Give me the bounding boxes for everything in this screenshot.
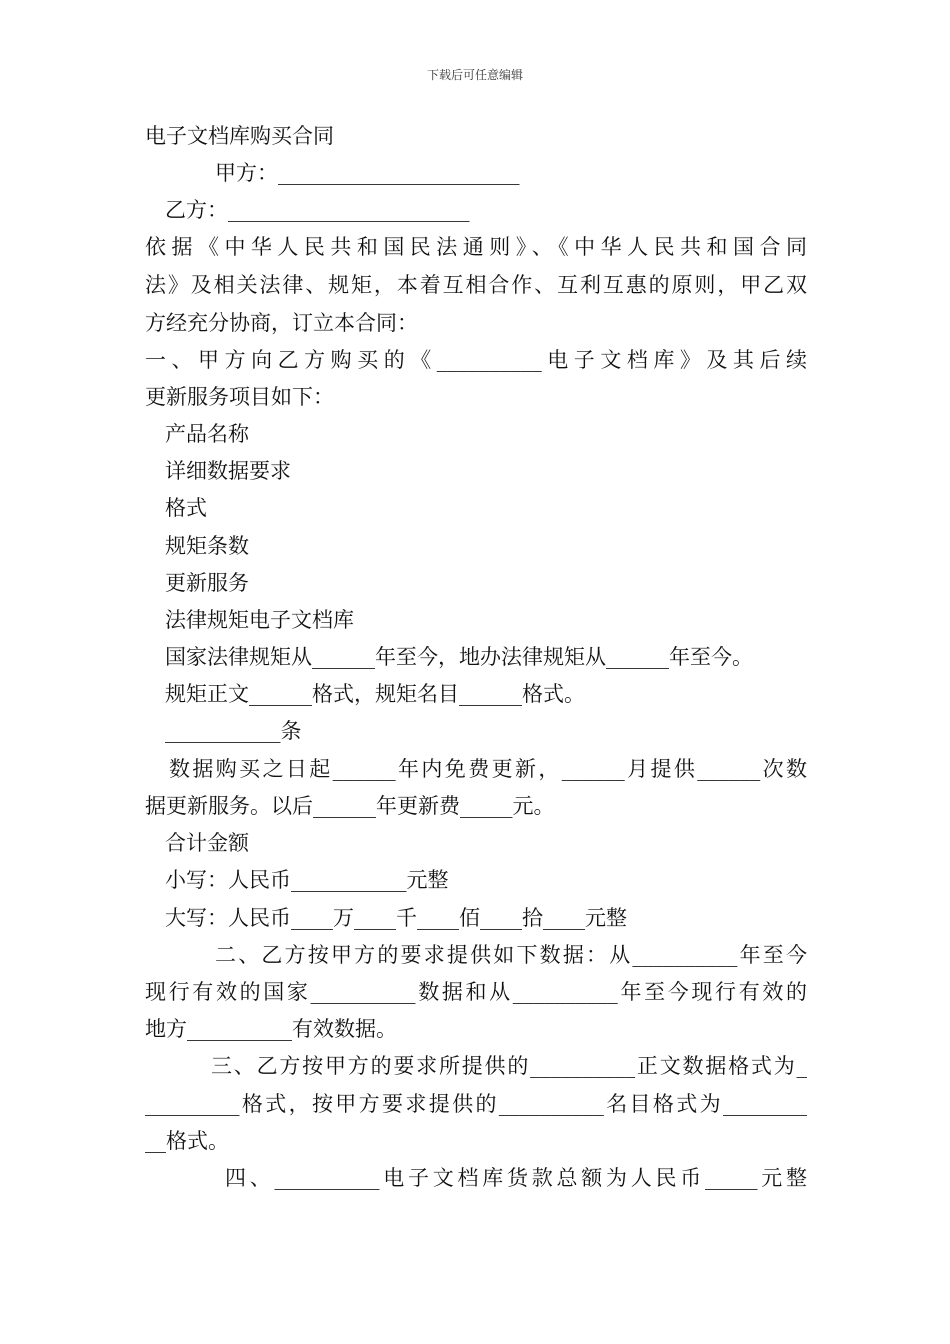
clause-3-line-1: 三、乙方按甲方的要求所提供的__________正文数据格式为_ <box>211 1054 807 1078</box>
total-label: 合计金额 <box>165 831 249 855</box>
preamble-line-1: 依据《中华人民共和国民法通则》、《中华人民共和国合同 <box>145 235 807 259</box>
party-b-line: 乙方：_______________________ <box>165 198 470 222</box>
clause-1-line-1: 一、甲方向乙方购买的《__________电子文档库》及其后续 <box>145 348 807 372</box>
clause-3-line-2: _________格式，按甲方要求提供的__________名目格式为________ <box>145 1092 807 1116</box>
list-item: 产品名称 <box>165 422 249 446</box>
list-item: ___________条 <box>165 719 302 743</box>
page-header: 下载后可任意编辑 <box>426 68 523 82</box>
clause-3-line-3: __格式。 <box>145 1129 229 1153</box>
preamble-line-2: 法》及相关法律、规矩，本着互相合作、互利互惠的原则，甲乙双 <box>145 273 807 297</box>
list-item: 规矩条数 <box>165 534 249 558</box>
clause-2-line-1: 二、乙方按甲方的要求提供如下数据：从__________年至今 <box>215 943 807 967</box>
update-line-1: 数据购买之日起______年内免费更新，______月提供______次数 <box>169 757 807 781</box>
list-item: 国家法律规矩从______年至今，地办法律规矩从______年至今。 <box>165 645 753 669</box>
preamble-line-3: 方经充分协商，订立本合同： <box>145 311 418 335</box>
list-item: 格式 <box>165 496 207 520</box>
total-capital: 大写：人民币____万____千____佰____拾____元整 <box>165 906 627 930</box>
clause-2-line-2: 现行有效的国家__________数据和从__________年至今现行有效的 <box>145 980 807 1004</box>
party-a-line: 甲方：_______________________ <box>215 161 520 185</box>
list-item: 详细数据要求 <box>165 459 291 483</box>
list-item: 更新服务 <box>165 571 249 595</box>
list-item: 法律规矩电子文档库 <box>165 608 354 632</box>
total-small: 小写：人民币___________元整 <box>165 868 449 892</box>
list-item: 规矩正文______格式，规矩名目______格式。 <box>165 682 585 706</box>
clause-4-line-1: 四、__________电子文档库货款总额为人民币_____元整 <box>225 1166 807 1190</box>
contract-title: 电子文档库购买合同 <box>145 124 334 148</box>
clause-2-line-3: 地方__________有效数据。 <box>145 1017 397 1041</box>
clause-1-line-2: 更新服务项目如下： <box>145 385 334 409</box>
update-line-2: 据更新服务。以后______年更新费_____元。 <box>145 794 555 818</box>
